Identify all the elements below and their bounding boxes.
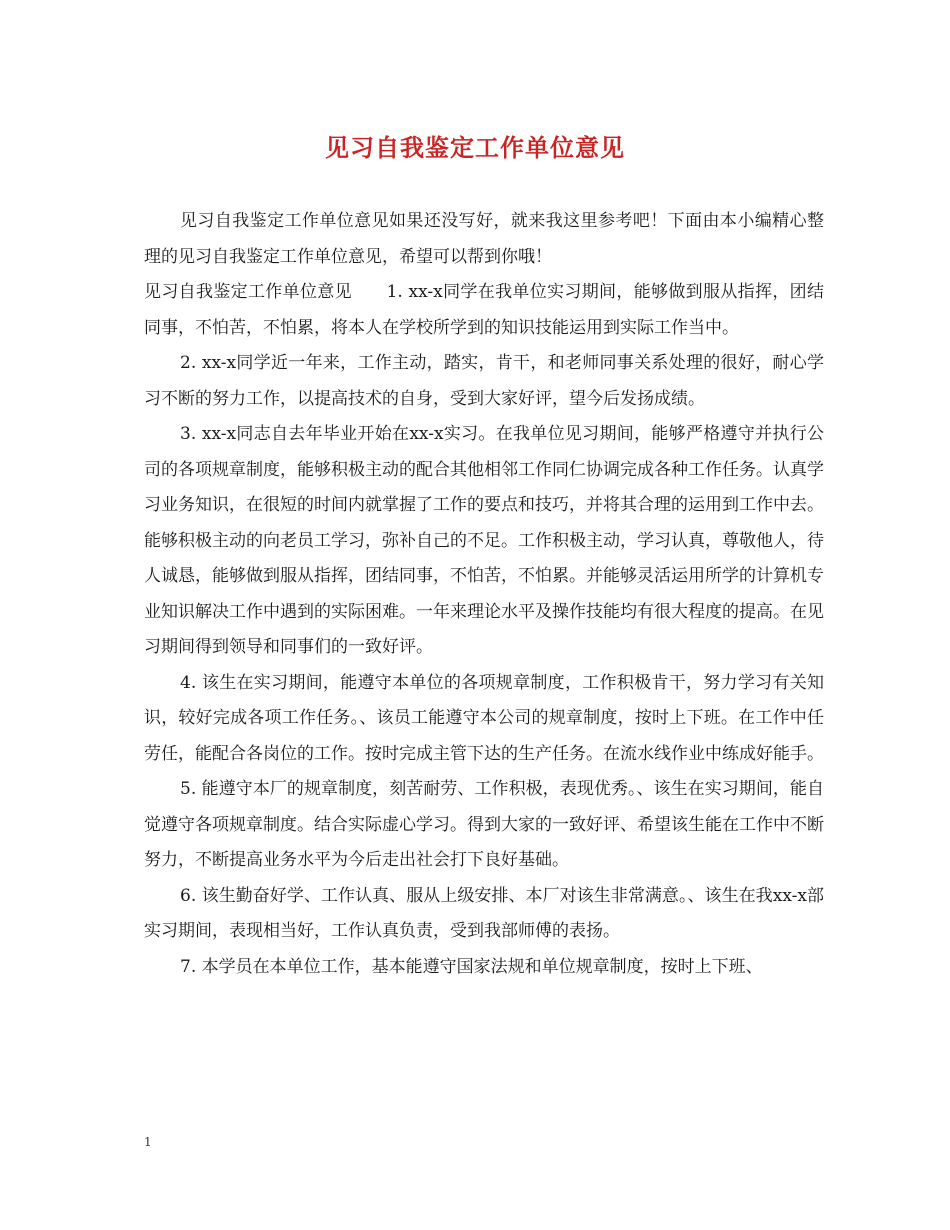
paragraph-item-7: 7. 本学员在本单位工作，基本能遵守国家法规和单位规章制度，按时上下班、	[180, 956, 763, 977]
document-body	[144, 204, 824, 985]
intro-paragraph: 见习自我鉴定工作单位意见如果还没写好，就来我这里参考吧！下面由本小编精心整理的见习自我鉴定工作单位意见，希望可以帮到你哦！	[144, 211, 824, 267]
paragraph-item-3: 3. xx-x同志自去年毕业开始在xx-x实习。在我单位见习期间，能够严格遵守并执行公司的各项规章制度，能够积极主动的配合其他相邻工作同仁协调完成各种工作任务。认真学习业务知识，在很短的时间内就掌握了工作的要点和技巧，并将其合理的运用到工作中去。能够积极主动的向老员工学习，弥补自己的不足。工作积极主动，学习认真，尊敬他人，待人诚恳，能够做到服从指挥，团结同事，不怕苦，不怕累。并能够灵活运用所学的计算机专业知识解决工作中遇到的实际困难。一年来理论水平及操作技能均有很大程度的提高。在见习期间得到领导和同事们的一致好评。	[144, 424, 824, 657]
page-number: 1	[144, 1135, 152, 1149]
document-title: 见习自我鉴定工作单位意见	[325, 133, 625, 162]
paragraph-item-1: 见习自我鉴定工作单位意见 1. xx-x同学在我单位实习期间，能够做到服从指挥，团结同事，不怕苦，不怕累，将本人在学校所学到的知识技能运用到实际工作当中。	[144, 282, 824, 338]
paragraph-item-2: 2. xx-x同学近一年来，工作主动，踏实，肯干，和老师同事关系处理的很好，耐心学习不断的努力工作，以提高技术的自身，受到大家好评，望今后发扬成绩。	[144, 353, 824, 409]
paragraph-item-5: 5. 能遵守本厂的规章制度，刻苦耐劳、工作积极，表现优秀。、该生在实习期间，能自觉遵守各项规章制度。结合实际虚心学习。得到大家的一致好评、希望该生能在工作中不断努力，不断提高业务水平为今后走出社会打下良好基础。	[144, 779, 824, 870]
paragraph-item-4: 4. 该生在实习期间，能遵守本单位的各项规章制度，工作积极肯干，努力学习有关知识，较好完成各项工作任务。、该员工能遵守本公司的规章制度，按时上下班。在工作中任劳任，能配合各岗位的工作。按时完成主管下达的生产任务。在流水线作业中练成好能手。	[144, 672, 824, 764]
paragraph-item-6: 6. 该生勤奋好学、工作认真、服从上级安排、本厂对该生非常满意。、该生在我xx-x部实习期间，表现相当好，工作认真负责，受到我部师傅的表扬。	[144, 885, 824, 941]
